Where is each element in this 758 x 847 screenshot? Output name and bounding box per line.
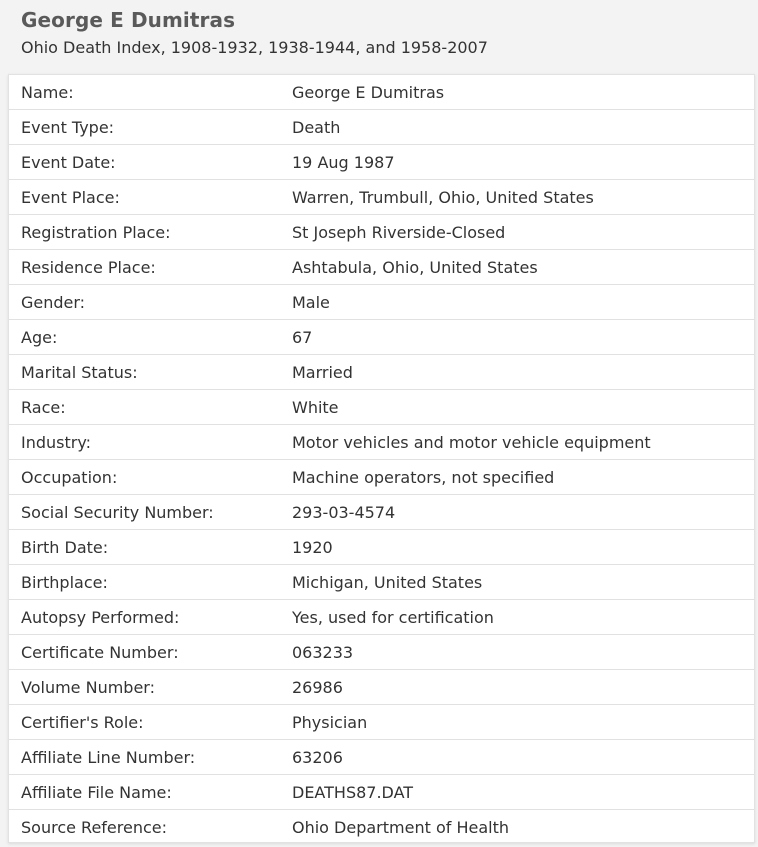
table-row	[9, 600, 754, 635]
table-row	[9, 355, 754, 390]
field-label-residence-place: Residence Place:	[9, 250, 292, 285]
field-value-registration-place: St Joseph Riverside-Closed	[292, 215, 754, 250]
record-details-card	[8, 74, 755, 843]
field-label-source-reference: Source Reference:	[21, 817, 167, 837]
field-value-event-place: Warren, Trumbull, Ohio, United States	[292, 180, 754, 215]
field-label-event-place: Event Place:	[9, 180, 292, 215]
table-row	[9, 740, 754, 775]
field-value-source-reference: Ohio Department of Health	[292, 817, 510, 837]
table-row	[9, 390, 754, 425]
field-label-event-date: Event Date:	[9, 145, 292, 180]
field-label-affiliate-file-name: Affiliate File Name:	[9, 775, 292, 810]
field-label-marital-status: Marital Status:	[9, 355, 292, 390]
table-row	[9, 285, 754, 320]
field-value-autopsy-performed: Yes, used for certification	[292, 600, 754, 635]
table-row	[9, 495, 754, 530]
table-row	[9, 810, 754, 845]
table-row	[9, 215, 754, 250]
field-value-industry: Motor vehicles and motor vehicle equipment	[292, 425, 754, 460]
field-label-gender: Gender:	[9, 285, 292, 320]
table-row	[9, 705, 754, 740]
field-label-registration-place: Registration Place:	[9, 215, 292, 250]
table-row	[9, 635, 754, 670]
field-value-race: White	[292, 390, 754, 425]
collection-title: Ohio Death Index, 1908-1932, 1938-1944, and 1958-2007	[21, 38, 488, 57]
field-value-social-security-number: 293-03-4574	[292, 495, 754, 530]
field-label-industry: Industry:	[9, 425, 292, 460]
record-header	[21, 6, 741, 61]
table-row	[9, 180, 754, 215]
field-value-name: George E Dumitras	[292, 75, 754, 110]
field-label-race: Race:	[9, 390, 292, 425]
table-row	[9, 75, 754, 110]
field-value-certifiers-role: Physician	[292, 705, 754, 740]
field-label-affiliate-line-number: Affiliate Line Number:	[9, 740, 292, 775]
field-label-certifiers-role: Certifier's Role:	[9, 705, 292, 740]
table-row	[9, 145, 754, 180]
field-value-marital-status: Married	[292, 355, 754, 390]
field-label-birthplace: Birthplace:	[9, 565, 292, 600]
field-label-autopsy-performed: Autopsy Performed:	[9, 600, 292, 635]
field-label-social-security-number: Social Security Number:	[9, 495, 292, 530]
field-value-event-date: 19 Aug 1987	[292, 145, 754, 180]
table-row	[9, 530, 754, 565]
field-label-age: Age:	[9, 320, 292, 355]
record-details-table	[9, 75, 754, 844]
field-label-certificate-number: Certificate Number:	[9, 635, 292, 670]
field-value-certificate-number: 063233	[292, 635, 754, 670]
field-label-volume-number: Volume Number:	[9, 670, 292, 705]
record-name-title: George E Dumitras	[21, 8, 236, 32]
table-row	[9, 425, 754, 460]
table-row	[9, 110, 754, 145]
field-value-birthplace: Michigan, United States	[292, 565, 754, 600]
field-label-event-type: Event Type:	[9, 110, 292, 145]
field-value-affiliate-file-name: DEATHS87.DAT	[292, 775, 754, 810]
table-row	[9, 250, 754, 285]
field-label-name: Name:	[9, 75, 292, 110]
field-value-age: 67	[292, 320, 754, 355]
field-label-occupation: Occupation:	[9, 460, 292, 495]
field-value-gender: Male	[292, 285, 754, 320]
field-value-volume-number: 26986	[292, 670, 754, 705]
table-row	[9, 670, 754, 705]
field-label-birth-date: Birth Date:	[9, 530, 292, 565]
field-value-event-type: Death	[292, 110, 754, 145]
field-value-affiliate-line-number: 63206	[292, 740, 754, 775]
table-row	[9, 320, 754, 355]
field-value-occupation: Machine operators, not specified	[292, 460, 754, 495]
table-row	[9, 775, 754, 810]
field-value-birth-date: 1920	[292, 530, 754, 565]
field-value-residence-place: Ashtabula, Ohio, United States	[292, 250, 754, 285]
table-row	[9, 565, 754, 600]
table-row	[9, 460, 754, 495]
